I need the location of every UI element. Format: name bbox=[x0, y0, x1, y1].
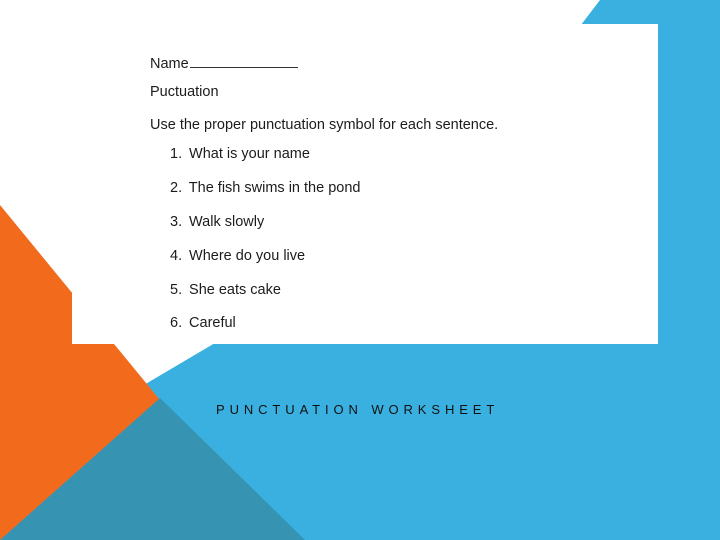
list-item bbox=[170, 214, 264, 230]
list-item bbox=[170, 282, 281, 298]
worksheet-image bbox=[72, 24, 658, 344]
item-text: Careful bbox=[189, 315, 236, 331]
item-text: Where do you live bbox=[189, 248, 306, 264]
name-blank-line bbox=[190, 54, 298, 68]
item-number: 2. bbox=[170, 180, 183, 196]
list-item bbox=[170, 146, 310, 162]
item-number: 1. bbox=[170, 146, 183, 162]
item-number: 5. bbox=[170, 282, 183, 298]
list-item bbox=[170, 248, 305, 264]
list-item bbox=[170, 315, 236, 331]
name-label: Name bbox=[150, 56, 189, 72]
item-number: 6. bbox=[170, 315, 183, 331]
worksheet-subject: Puctuation bbox=[150, 84, 219, 100]
name-row bbox=[150, 54, 298, 72]
slide-title: PUNCTUATION WORKSHEET bbox=[216, 402, 500, 417]
item-text: Walk slowly bbox=[189, 214, 265, 230]
item-text: She eats cake bbox=[189, 282, 281, 298]
list-item bbox=[170, 180, 360, 196]
item-number: 4. bbox=[170, 248, 183, 264]
item-text: The fish swims in the pond bbox=[188, 180, 361, 196]
item-number: 3. bbox=[170, 214, 183, 230]
worksheet-instructions: Use the proper punctuation symbol for each sentence. bbox=[150, 117, 499, 133]
item-text: What is your name bbox=[189, 146, 310, 162]
